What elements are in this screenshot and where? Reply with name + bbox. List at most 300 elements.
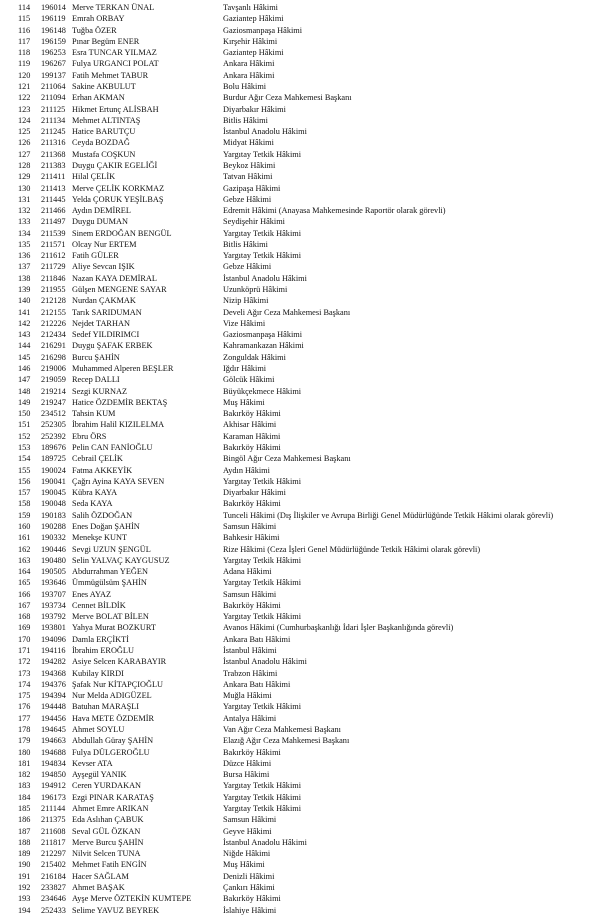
judge-name: Ahmet SOYLU bbox=[72, 725, 125, 734]
list-row bbox=[0, 589, 608, 600]
judge-name: Çağrı Ayina KAYA SEVEN bbox=[72, 476, 165, 486]
list-row bbox=[0, 216, 608, 227]
registry-number: 216291 bbox=[41, 341, 66, 351]
court-assignment: Nizip Hâkimi bbox=[223, 296, 269, 306]
row-number: 120 bbox=[18, 70, 31, 80]
court-assignment: Gazipaşa Hâkimi bbox=[223, 183, 281, 193]
registry-number: 194394 bbox=[41, 691, 66, 701]
court-assignment: Geyve Hâkimi bbox=[223, 826, 272, 836]
list-row bbox=[0, 555, 608, 566]
court-assignment: Yargıtay Tetkik Hâkimi bbox=[223, 149, 302, 159]
judge-name: Esra TUNCAR YILMAZ bbox=[72, 48, 157, 58]
list-row bbox=[0, 442, 608, 453]
registry-number: 190045 bbox=[41, 488, 66, 498]
row-number: 170 bbox=[18, 634, 31, 644]
row-number: 188 bbox=[18, 837, 31, 847]
list-row bbox=[0, 871, 608, 882]
list-row bbox=[0, 104, 608, 115]
judge-name: Enes AYAZ bbox=[72, 589, 112, 599]
row-number: 169 bbox=[18, 623, 31, 633]
list-row bbox=[0, 250, 608, 261]
registry-number: 193801 bbox=[41, 623, 66, 633]
registry-number: 211608 bbox=[41, 826, 66, 836]
judge-name: Seda KAYA bbox=[72, 499, 113, 509]
list-row bbox=[0, 803, 608, 814]
row-number: 118 bbox=[18, 48, 31, 58]
judge-name: Ceyda BOZDAĞ bbox=[72, 138, 130, 148]
court-assignment: İstanbul Anadolu Hâkimi bbox=[223, 273, 307, 283]
row-number: 160 bbox=[18, 521, 31, 531]
list-row bbox=[0, 792, 608, 803]
row-number: 178 bbox=[18, 725, 31, 734]
list-row bbox=[0, 408, 608, 419]
list-row bbox=[0, 352, 608, 363]
row-number: 151 bbox=[18, 420, 31, 430]
judge-name: Burcu ŞAHİN bbox=[72, 352, 120, 362]
judge-name: Sevgi UZUN ŞENGÜL bbox=[72, 544, 151, 554]
row-number: 173 bbox=[18, 668, 31, 678]
judge-name: Merve Burcu ŞAHİN bbox=[72, 837, 144, 847]
list-row bbox=[0, 92, 608, 103]
court-assignment: Kahramankazan Hâkimi bbox=[223, 341, 304, 351]
court-assignment: Gölcük Hâkimi bbox=[223, 375, 275, 385]
judge-name: Ayşe Merve ÖZTEKİN KUMTEPE bbox=[72, 894, 192, 904]
court-assignment: İstanbul Anadolu Hâkimi bbox=[223, 127, 307, 137]
registry-number: 211134 bbox=[41, 115, 66, 125]
list-row bbox=[0, 194, 608, 205]
list-row bbox=[0, 261, 608, 272]
registry-number: 219059 bbox=[41, 375, 66, 385]
judge-name: Duygu DUMAN bbox=[72, 217, 129, 227]
row-number: 115 bbox=[18, 14, 31, 24]
judge-name: Duygu ŞAFAK ERBEK bbox=[72, 341, 153, 351]
registry-number: 194448 bbox=[41, 702, 66, 712]
registry-number: 233827 bbox=[41, 882, 66, 892]
list-row bbox=[0, 386, 608, 397]
row-number: 141 bbox=[18, 307, 31, 317]
registry-number: 211413 bbox=[41, 183, 66, 193]
registry-number: 196173 bbox=[41, 792, 66, 802]
registry-number: 193707 bbox=[41, 589, 66, 599]
row-number: 155 bbox=[18, 465, 31, 475]
row-number: 121 bbox=[18, 81, 31, 91]
row-number: 136 bbox=[18, 251, 31, 261]
registry-number: 196119 bbox=[41, 14, 66, 24]
list-row bbox=[0, 622, 608, 633]
list-row bbox=[0, 137, 608, 148]
court-assignment: Diyarbakır Hâkimi bbox=[223, 104, 286, 114]
registry-number: 190505 bbox=[41, 567, 66, 577]
row-number: 129 bbox=[18, 172, 31, 182]
court-assignment: Bitlis Hâkimi bbox=[223, 115, 268, 125]
row-number: 135 bbox=[18, 239, 31, 249]
court-assignment: Düzce Hâkimi bbox=[223, 758, 272, 768]
judge-name: Hatice BARUTÇU bbox=[72, 127, 136, 137]
row-number: 142 bbox=[18, 318, 31, 328]
row-number: 180 bbox=[18, 747, 31, 757]
registry-number: 194282 bbox=[41, 657, 66, 667]
judge-name: Gülşen MENGENE SAYAR bbox=[72, 285, 167, 295]
list-row bbox=[0, 487, 608, 498]
registry-number: 194096 bbox=[41, 634, 66, 644]
court-assignment: Trabzon Hâkimi bbox=[223, 668, 278, 678]
court-assignment: Muş Hâkimi bbox=[223, 860, 265, 870]
list-row bbox=[0, 419, 608, 430]
row-number: 137 bbox=[18, 262, 31, 272]
list-row bbox=[0, 859, 608, 870]
row-number: 152 bbox=[18, 431, 31, 441]
court-assignment: Beykoz Hâkimi bbox=[223, 160, 276, 170]
registry-number: 190024 bbox=[41, 465, 66, 475]
row-number: 123 bbox=[18, 104, 31, 114]
court-assignment: Çankırı Hâkimi bbox=[223, 882, 275, 892]
registry-number: 252392 bbox=[41, 431, 66, 441]
court-assignment: Yargıtay Tetkik Hâkimi bbox=[223, 792, 302, 802]
court-assignment: Burdur Ağır Ceza Mahkemesi Başkanı bbox=[223, 93, 352, 103]
judge-name: Hilal ÇELİK bbox=[72, 172, 116, 182]
court-assignment: Antalya Hâkimi bbox=[223, 713, 277, 723]
court-assignment: Bakırköy Hâkimi bbox=[223, 499, 281, 509]
court-assignment: Elazığ Ağır Ceza Mahkemesi Başkanı bbox=[223, 736, 350, 746]
court-assignment: Gebze Hâkimi bbox=[223, 194, 272, 204]
list-row bbox=[0, 58, 608, 69]
court-assignment: Bitlis Hâkimi bbox=[223, 239, 268, 249]
judge-name: Fatih GÜLER bbox=[72, 251, 119, 261]
court-assignment: Bakırköy Hâkimi bbox=[223, 894, 281, 904]
judge-name: Nur Melda ADIGÜZEL bbox=[72, 691, 152, 701]
court-assignment: Rize Hâkimi (Ceza İşleri Genel Müdürlüğünde Tetkik Hâkimi olarak görevli) bbox=[223, 544, 481, 554]
row-number: 158 bbox=[18, 499, 31, 509]
registry-number: 211612 bbox=[41, 251, 66, 261]
judge-name: Hatice ÖZDEMİR BEKTAŞ bbox=[72, 397, 168, 407]
court-assignment: Seydişehir Hâkimi bbox=[223, 217, 285, 227]
court-assignment: Yargıtay Tetkik Hâkimi bbox=[223, 251, 302, 261]
registry-number: 211466 bbox=[41, 206, 66, 216]
row-number: 174 bbox=[18, 679, 31, 689]
court-assignment: İslahiye Hâkimi bbox=[223, 905, 277, 915]
judge-name: Nilvit Selcen TUNA bbox=[72, 849, 141, 859]
list-row bbox=[0, 171, 608, 182]
row-number: 176 bbox=[18, 702, 31, 712]
list-row bbox=[0, 13, 608, 24]
judge-name: Salih ÖZDOĞAN bbox=[72, 510, 133, 520]
registry-number: 211411 bbox=[41, 172, 66, 182]
registry-number: 215402 bbox=[41, 860, 66, 870]
court-assignment: Adana Hâkimi bbox=[223, 567, 272, 577]
list-row bbox=[0, 2, 608, 13]
list-row bbox=[0, 724, 608, 735]
registry-number: 193646 bbox=[41, 578, 66, 588]
row-number: 150 bbox=[18, 409, 31, 419]
court-assignment: Bakırköy Hâkimi bbox=[223, 409, 281, 419]
row-number: 163 bbox=[18, 555, 31, 565]
court-assignment: Ankara Batı Hâkimi bbox=[223, 679, 291, 689]
list-row bbox=[0, 645, 608, 656]
judge-name: Ayşegül YANIK bbox=[72, 770, 127, 780]
registry-number: 211729 bbox=[41, 262, 66, 272]
court-assignment: Denizli Hâkimi bbox=[223, 871, 275, 881]
judge-name: Seval GÜL ÖZKAN bbox=[72, 826, 141, 836]
row-number: 147 bbox=[18, 375, 31, 385]
row-number: 186 bbox=[18, 815, 31, 825]
judge-name: Kevser ATA bbox=[72, 758, 113, 768]
court-assignment: Bolu Hâkimi bbox=[223, 81, 267, 91]
list-row bbox=[0, 905, 608, 916]
court-assignment: Bakırköy Hâkimi bbox=[223, 747, 281, 757]
registry-number: 219247 bbox=[41, 397, 66, 407]
judge-name: Sedef YILDIRIMCI bbox=[72, 330, 140, 340]
row-number: 116 bbox=[18, 25, 31, 35]
row-number: 190 bbox=[18, 860, 31, 870]
court-assignment: Bakırköy Hâkimi bbox=[223, 600, 281, 610]
row-number: 114 bbox=[18, 3, 31, 12]
court-assignment: Yargıtay Tetkik Hâkimi bbox=[223, 702, 302, 712]
registry-number: 252305 bbox=[41, 420, 66, 430]
list-row bbox=[0, 465, 608, 476]
registry-number: 252433 bbox=[41, 905, 66, 915]
list-row bbox=[0, 81, 608, 92]
court-assignment: Gaziantep Hâkimi bbox=[223, 48, 284, 58]
court-assignment: Muş Hâkimi bbox=[223, 397, 265, 407]
list-row bbox=[0, 837, 608, 848]
row-number: 189 bbox=[18, 849, 31, 859]
row-number: 187 bbox=[18, 826, 31, 836]
judge-name: Merve ÇELİK KORKMAZ bbox=[72, 183, 165, 193]
court-assignment: Uzunköprü Hâkimi bbox=[223, 285, 288, 295]
registry-number: 194116 bbox=[41, 646, 66, 656]
judge-name: Duygu ÇAKIR EGELİĞİ bbox=[72, 160, 158, 170]
list-row bbox=[0, 25, 608, 36]
judge-name: Aydın DEMİREL bbox=[72, 206, 131, 216]
row-number: 154 bbox=[18, 454, 31, 464]
registry-number: 199137 bbox=[41, 70, 66, 80]
list-row bbox=[0, 284, 608, 295]
row-number: 172 bbox=[18, 657, 31, 667]
judge-name: İbrahim EROĞLU bbox=[72, 646, 134, 656]
row-number: 167 bbox=[18, 600, 31, 610]
list-row bbox=[0, 205, 608, 216]
judge-name: Erhan AKMAN bbox=[72, 93, 125, 103]
registry-number: 193734 bbox=[41, 600, 66, 610]
court-assignment: Ankara Hâkimi bbox=[223, 70, 275, 80]
row-number: 139 bbox=[18, 285, 31, 295]
court-assignment: Ankara Batı Hâkimi bbox=[223, 634, 291, 644]
registry-number: 190332 bbox=[41, 533, 66, 543]
row-number: 185 bbox=[18, 803, 31, 813]
judge-name: Tahsin KUM bbox=[72, 409, 116, 419]
court-assignment: İstanbul Anadolu Hâkimi bbox=[223, 657, 307, 667]
list-row bbox=[0, 47, 608, 58]
row-number: 191 bbox=[18, 871, 31, 881]
judge-name: Sakine AKBULUT bbox=[72, 81, 136, 91]
court-assignment: Yargıtay Tetkik Hâkimi bbox=[223, 476, 302, 486]
registry-number: 211846 bbox=[41, 273, 66, 283]
judge-name: Hava METE ÖZDEMİR bbox=[72, 713, 155, 723]
court-assignment: Bursa Hâkimi bbox=[223, 770, 270, 780]
court-assignment: Gaziantep Hâkimi bbox=[223, 14, 284, 24]
judge-name: Pelin CAN FANİOĞLU bbox=[72, 442, 153, 452]
row-number: 194 bbox=[18, 905, 31, 915]
row-number: 144 bbox=[18, 341, 31, 351]
court-assignment: Tunceli Hâkimi (Dış İlişkiler ve Avrupa Birliği Genel Müdürlüğünde Tetkik Hâkimi olarak görevli) bbox=[223, 510, 554, 520]
judge-name: Olcay Nur ERTEM bbox=[72, 239, 137, 249]
list-row bbox=[0, 701, 608, 712]
court-assignment: Edremit Hâkimi (Anayasa Mahkemesinde Raportör olarak görevli) bbox=[223, 206, 446, 216]
court-assignment: Zonguldak Hâkimi bbox=[223, 352, 286, 362]
row-number: 132 bbox=[18, 206, 31, 216]
list-row bbox=[0, 160, 608, 171]
registry-number: 219214 bbox=[41, 386, 66, 396]
row-number: 162 bbox=[18, 544, 31, 554]
row-number: 117 bbox=[18, 36, 31, 46]
judge-name: Eda Aslıhan ÇABUK bbox=[72, 815, 144, 825]
list-row bbox=[0, 848, 608, 859]
list-row bbox=[0, 70, 608, 81]
judge-name: Sinem ERDOĞAN BENGÜL bbox=[72, 228, 172, 238]
registry-number: 211571 bbox=[41, 239, 66, 249]
row-number: 166 bbox=[18, 589, 31, 599]
list-row bbox=[0, 611, 608, 622]
row-number: 153 bbox=[18, 442, 31, 452]
list-row bbox=[0, 679, 608, 690]
registry-number: 194912 bbox=[41, 781, 66, 791]
row-number: 127 bbox=[18, 149, 31, 159]
registry-number: 211445 bbox=[41, 194, 66, 204]
court-assignment: Vize Hâkimi bbox=[223, 318, 266, 328]
judge-name: Selin YALVAÇ KAYGUSUZ bbox=[72, 555, 170, 565]
judge-name: Fulya DÜLGEROĞLU bbox=[72, 747, 150, 757]
court-assignment: Iğdır Hâkimi bbox=[223, 364, 267, 373]
list-row bbox=[0, 374, 608, 385]
judge-name: Hacer SAĞLAM bbox=[72, 871, 129, 881]
court-assignment: Develi Ağır Ceza Mahkemesi Başkanı bbox=[223, 307, 351, 317]
court-assignment: Muğla Hâkimi bbox=[223, 691, 272, 701]
registry-number: 190183 bbox=[41, 510, 66, 520]
court-assignment: Yargıtay Tetkik Hâkimi bbox=[223, 555, 302, 565]
judge-name: Hikmet Ertunç ALİSBAH bbox=[72, 104, 159, 114]
row-number: 133 bbox=[18, 217, 31, 227]
registry-number: 196148 bbox=[41, 25, 66, 35]
judge-name: Ebru ÖRS bbox=[72, 431, 107, 441]
court-assignment: Yargıtay Tetkik Hâkimi bbox=[223, 578, 302, 588]
list-row bbox=[0, 273, 608, 284]
judge-name: Merve TERKAN ÜNAL bbox=[72, 3, 155, 12]
list-row bbox=[0, 769, 608, 780]
court-assignment: Ankara Hâkimi bbox=[223, 59, 275, 69]
list-row bbox=[0, 340, 608, 351]
row-number: 161 bbox=[18, 533, 31, 543]
court-assignment: Midyat Hâkimi bbox=[223, 138, 274, 148]
court-assignment: İstanbul Anadolu Hâkimi bbox=[223, 837, 307, 847]
row-number: 177 bbox=[18, 713, 31, 723]
list-row bbox=[0, 882, 608, 893]
list-row bbox=[0, 318, 608, 329]
judge-name: Selime YAVUZ BEYREK bbox=[72, 905, 160, 915]
judge-name: Sezgi KURNAZ bbox=[72, 386, 128, 396]
registry-number: 196014 bbox=[41, 3, 66, 12]
row-number: 119 bbox=[18, 59, 31, 69]
court-assignment: Bakırköy Hâkimi bbox=[223, 442, 281, 452]
registry-number: 194376 bbox=[41, 679, 66, 689]
registry-number: 212226 bbox=[41, 318, 66, 328]
list-row bbox=[0, 126, 608, 137]
judge-name: Mustafa COŞKUN bbox=[72, 149, 136, 159]
list-row bbox=[0, 453, 608, 464]
registry-number: 212434 bbox=[41, 330, 66, 340]
list-row bbox=[0, 668, 608, 679]
court-assignment: Yargıtay Tetkik Hâkimi bbox=[223, 781, 302, 791]
registry-number: 190048 bbox=[41, 499, 66, 509]
judge-name: Merve BOLAT BİLEN bbox=[72, 612, 149, 622]
registry-number: 216184 bbox=[41, 871, 66, 881]
registry-number: 211817 bbox=[41, 837, 66, 847]
list-row bbox=[0, 307, 608, 318]
row-number: 128 bbox=[18, 160, 31, 170]
list-row bbox=[0, 566, 608, 577]
registry-number: 211955 bbox=[41, 285, 66, 295]
registry-number: 196253 bbox=[41, 48, 66, 58]
judge-name: Aliye Sevcan IŞIK bbox=[72, 262, 135, 272]
registry-number: 190446 bbox=[41, 544, 66, 554]
court-assignment: Kırşehir Hâkimi bbox=[223, 36, 278, 46]
judge-assignment-list bbox=[0, 2, 608, 916]
judge-name: Kübra KAYA bbox=[72, 488, 118, 498]
registry-number: 216298 bbox=[41, 352, 66, 362]
judge-name: Asiye Selcen KARABAYIR bbox=[72, 657, 167, 667]
judge-name: Ahmet Emre ARIKAN bbox=[72, 803, 149, 813]
court-assignment: Diyarbakır Hâkimi bbox=[223, 488, 286, 498]
judge-name: Pınar Begüm ENER bbox=[72, 36, 140, 46]
row-number: 145 bbox=[18, 352, 31, 362]
row-number: 182 bbox=[18, 770, 31, 780]
judge-name: Muhammed Alperen BEŞLER bbox=[72, 364, 174, 373]
list-row bbox=[0, 431, 608, 442]
registry-number: 196267 bbox=[41, 59, 66, 69]
list-row bbox=[0, 521, 608, 532]
court-assignment: Samsun Hâkimi bbox=[223, 521, 277, 531]
row-number: 146 bbox=[18, 364, 31, 373]
judge-name: Mehmet Fatih ENGİN bbox=[72, 860, 147, 870]
row-number: 138 bbox=[18, 273, 31, 283]
court-assignment: Van Ağır Ceza Mahkemesi Başkanı bbox=[223, 725, 341, 734]
list-row bbox=[0, 115, 608, 126]
court-assignment: Yargıtay Tetkik Hâkimi bbox=[223, 612, 302, 622]
list-row bbox=[0, 780, 608, 791]
judge-name: Yahya Murat BOZKURT bbox=[72, 623, 156, 633]
court-assignment: Tavşanlı Hâkimi bbox=[223, 3, 278, 12]
row-number: 192 bbox=[18, 882, 31, 892]
judge-name: Şafak Nur KİTAPÇIOĞLU bbox=[72, 679, 164, 689]
list-row bbox=[0, 893, 608, 904]
registry-number: 234646 bbox=[41, 894, 66, 904]
court-assignment: Gaziosmanpaşa Hâkimi bbox=[223, 330, 303, 340]
registry-number: 211497 bbox=[41, 217, 66, 227]
court-assignment: Yargıtay Tetkik Hâkimi bbox=[223, 228, 302, 238]
list-row bbox=[0, 228, 608, 239]
registry-number: 194368 bbox=[41, 668, 66, 678]
court-assignment: Yargıtay Tetkik Hâkimi bbox=[223, 803, 302, 813]
court-assignment: Samsun Hâkimi bbox=[223, 815, 277, 825]
judge-name: Abdurrahman YEĞEN bbox=[72, 567, 148, 577]
court-assignment: Niğde Hâkimi bbox=[223, 849, 271, 859]
row-number: 175 bbox=[18, 691, 31, 701]
list-row bbox=[0, 363, 608, 374]
judge-name: İbrahim Halil KIZILELMA bbox=[72, 420, 165, 430]
registry-number: 211383 bbox=[41, 160, 66, 170]
list-row bbox=[0, 690, 608, 701]
row-number: 122 bbox=[18, 93, 31, 103]
court-assignment: Samsun Hâkimi bbox=[223, 589, 277, 599]
